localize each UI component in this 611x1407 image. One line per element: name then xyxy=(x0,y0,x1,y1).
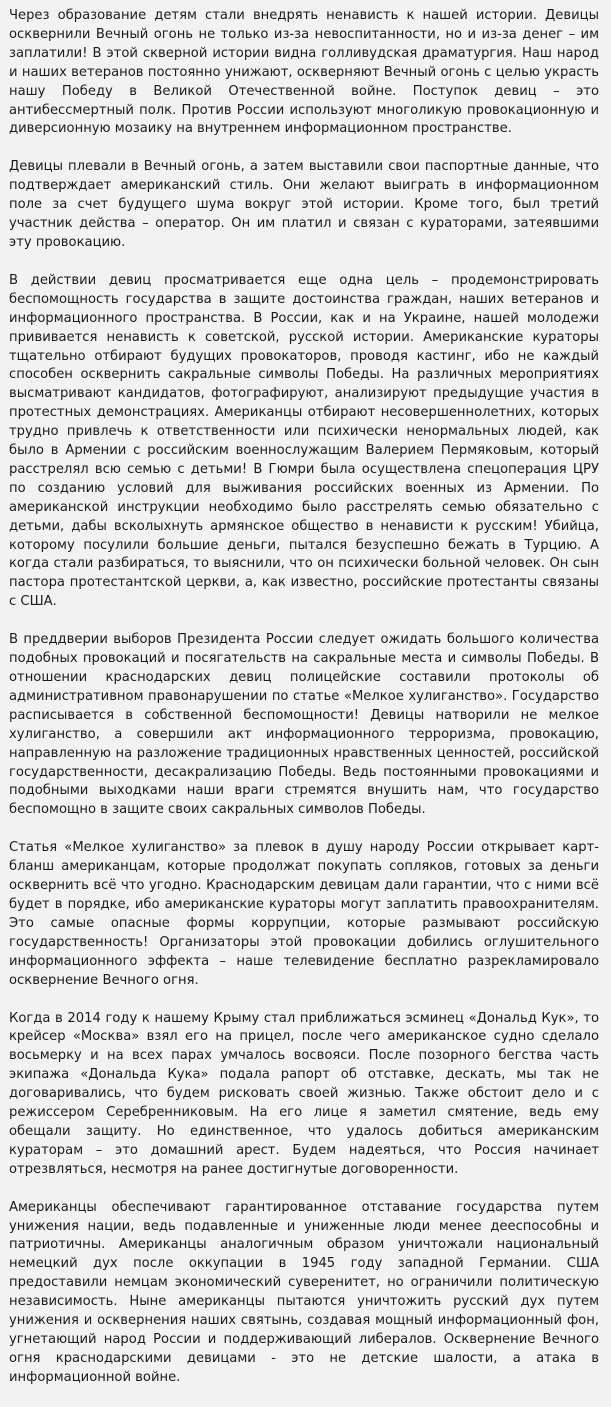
article-paragraph-1: Через образование детям стали внедрять ненависть к нашей истории. Девицы осквернили Вечный огонь не только из-за невоспитанности, но и из-за денег – им заплатили! В этой скверной истории видна голливудская драматургия. Наш народ и наших ветеранов постоянно унижают, оскверняют Вечный огонь с целью украсть нашу Победу в Великой Отечественной войне. Поступок девиц – это антибессмертный полк. Против России используют многоликую провокационную и диверсионную мозаику на внутреннем информационном пространстве. xyxy=(9,8,599,137)
article-paragraph-2: Девицы плевали в Вечный огонь, а затем выставили свои паспортные данные, что подтверждает американский стиль. Они желают выиграть в информационном поле за счет будущего шума вокруг этой истории. Кроме того, был третий участник действа – оператор. Он им платил и связан с кураторами, затеявшими эту провокацию. xyxy=(9,159,599,250)
article-paragraph-5: Статья «Мелкое хулиганство» за плевок в душу народу России открывает карт-бланш американцам, которые продолжат покупать сопляков, готовых за деньги осквернить всё что угодно. Краснодарским девицам дали гарантии, что с ними всё будет в порядке, ибо американские кураторы могут заплатить правоохранителям. Это самые опасные формы коррупции, которые размывают российскую государственность! Организаторы этой провокации добились оглушительного информационного эффекта – наше телевидение бесплатно разрекламировало осквернение Вечного огня. xyxy=(9,840,599,988)
article-paragraph-4: В преддверии выборов Президента России следует ожидать большого количества подобных провокаций и посягательств на сакральные места и символы Победы. В отношении краснодарских девиц полицейские составили протоколы об административном правонарушении по статье «Мелкое хулиганство». Государство расписывается в собственной беспомощности! Девицы натворили не мелкое хулиганство, а совершили акт информационного терроризма, провокацию, направленную на разложение традиционных нравственных ценностей, российской государственности, десакрализацию Победы. Ведь постоянными провокациями и подобными выходками наши враги стремятся внушить нам, что государство беспомощно в защите своих сакральных символов Победы. xyxy=(9,632,599,818)
article-paragraph-6: Когда в 2014 году к нашему Крыму стал приближаться эсминец «Дональд Кук», то крейсер «Москва» взял его на прицел, после чего американское судно сделало восьмерку и на всех парах умчалось восвояси. После позорного бегства часть экипажа «Дональда Кука» подала рапорт об отставке, дескать, мы так не договаривались, что будем рисковать своей жизнью. Также обстоит дело и с режиссером Серебренниковым. На его лице я заметил смятение, ведь ему обещали защиту. Но единственное, что удалось добиться американским кураторам – это домашний арест. Будем надеяться, что Россия начинает отрезвляться, несмотря на ранее достигнутые договоренности. xyxy=(9,1010,599,1177)
article-body xyxy=(9,7,599,1407)
article-paragraph-3: В действии девиц просматривается еще одна цель – продемонстрировать беспомощность государства в защите достоинства граждан, наших ветеранов и информационного пространства. В России, как и на Украине, нашей молодежи прививается ненависть к советской, русской истории. Американские кураторы тщательно отбирают будущих провокаторов, проводя кастинг, ибо не каждый способен осквернить сакральные символы Победы. На различных мероприятиях высматривают кандидатов, фотографируют, анализируют предыдущие участия в протестных демонстрациях. Американцы отбирают несовершеннолетних, которых трудно привлечь к ответственности или психически ненормальных людей, как было в Армении с российским военнослужащим Валерием Пермяковым, который расстрелял всю семью с детьми! В Гюмри была осуществлена спецоперация ЦРУ по созданию условий для выживания российских военных из Армении. По американской инструкции необходимо было расстрелять семью обязательно с детьми, дабы всколыхнуть армянское общество в ненависти к русским! Убийца, которому посулили большие деньги, пытался безуспешно бежать в Турцию. А когда стали разбираться, то выяснили, что он психически больной человек. Он сын пастора протестантской церкви, а, как известно, российские протестанты связаны с США. xyxy=(9,272,599,610)
article-paragraph-7: Американцы обеспечивают гарантированное отставание государства путем унижения нации, ведь подавленные и униженные люди менее дееспособны и патриотичны. Американцы аналогичным образом уничтожали национальный немецкий дух после оккупации в 1945 году западной Германии. США предоставили немцам экономический суверенитет, но ограничили политическую независимость. Ныне американцы пытаются уничтожить русский дух путем унижения и осквернения наших святынь, создавая мощный информационный фон, угнетающий народ России и поддерживающий либералов. Осквернение Вечного огня краснодарскими девицами - это не детские шалости, а атака в информационной войне. xyxy=(9,1199,599,1385)
